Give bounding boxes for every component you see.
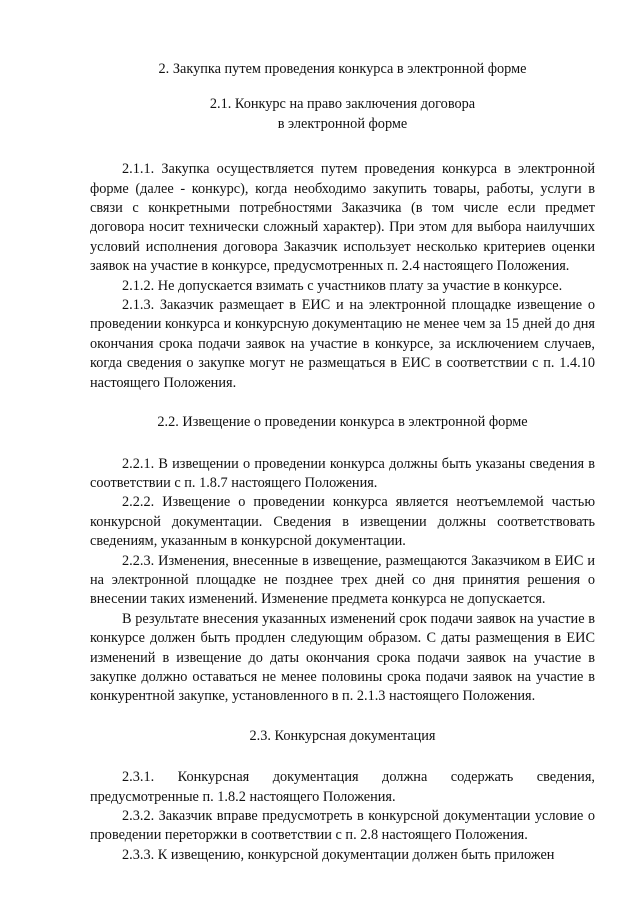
paragraph-2-1-1: 2.1.1. Закупка осуществляется путем проведения конкурса в электронной форме (далее - конкурс), когда необходимо закупить товары, работы, услуги в связи с конкретными потребностями Заказчика (в том числе если предмет договора носит технически сложный характер). При этом для выбора наилучших условий исполнения договора Заказчик использует несколько критериев оценки заявок на участие в конкурсе, предусмотренных п. 2.4 настоящего Положения. <box>90 161 595 275</box>
paragraph-2-3-1: 2.3.1. Конкурсная документация должна содержать сведения, предусмотренные п. 1.8.2 настоящего Положения. <box>90 769 595 805</box>
paragraph-2-1-3: 2.1.3. Заказчик размещает в ЕИС и на электронной площадке извещение о проведении конкурса и конкурсную документацию не менее чем за 15 дней до дня окончания срока подачи заявок на участие в конкурсе, за исключением случаев, когда сведения о закупке могут не размещаться в ЕИС в соответствии с п. 1.4.10 настоящего Положения. <box>90 297 595 391</box>
paragraph-2-2-3-continued: В результате внесения указанных изменений срок подачи заявок на участие в конкурсе должен быть продлен следующим образом. С даты размещения в ЕИС изменений в извещение до даты окончания срока подачи заявок на участие в закупке должно оставаться не менее половины срока подачи заявок на участие в конкурентной закупке, установленного в п. 2.1.3 настоящего Положения. <box>90 610 595 705</box>
subsection-title-line2: в электронной форме <box>277 115 408 132</box>
paragraph-2-3-2: 2.3.2. Заказчик вправе предусмотреть в конкурсной документации условие о проведении переторжки в соответствии с п. 2.8 настоящего Положения. <box>90 808 595 844</box>
paragraph-2-3-3: 2.3.3. К извещению, конкурсной документации должен быть приложен <box>122 846 555 863</box>
document-content <box>90 60 595 865</box>
subsection-title: 2.3. Конкурсная документация <box>249 727 436 744</box>
section-title: 2. Закупка путем проведения конкурса в электронной форме <box>158 61 527 77</box>
paragraph-2-2-3: 2.2.3. Изменения, внесенные в извещение, размещаются Заказчиком в ЕИС и на электронной площадке не позднее трех дней со дня принятия решения о внесении таких изменений. Изменение предмета конкурса не допускается. <box>90 552 595 608</box>
subsection-2-1 <box>90 95 595 393</box>
paragraph-2-2-2: 2.2.2. Извещение о проведении конкурса является неотъемлемой частью конкурсной документации. Сведения в извещении должны соответствовать сведениям, указанным в конкурсной документации. <box>90 494 595 550</box>
paragraph-2-1-2: 2.1.2. Не допускается взимать с участников плату за участие в конкурсе. <box>122 277 563 294</box>
subsection-2-2 <box>90 413 595 707</box>
subsection-2-3 <box>90 727 595 865</box>
paragraph-2-2-1: 2.2.1. В извещении о проведении конкурса должны быть указаны сведения в соответствии с п. 1.8.7 настоящего Положения. <box>90 455 595 491</box>
subsection-title-line1: 2.1. Конкурс на право заключения договора <box>209 96 476 113</box>
subsection-title: 2.2. Извещение о проведении конкурса в электронной форме <box>157 414 528 431</box>
